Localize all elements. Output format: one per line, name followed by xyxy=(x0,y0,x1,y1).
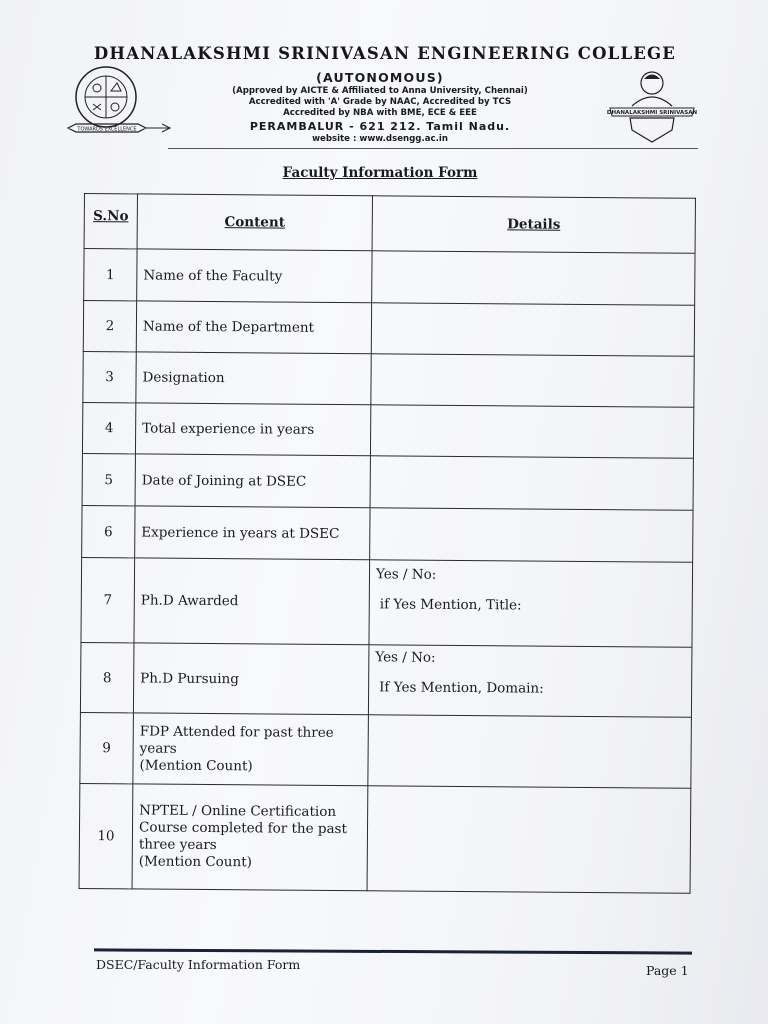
row-number: 4 xyxy=(82,402,135,453)
header-content: Content xyxy=(137,194,372,251)
college-emblem-logo xyxy=(66,62,176,142)
domain-prompt: If Yes Mention, Domain: xyxy=(379,679,544,697)
header-details: Details xyxy=(372,196,695,254)
details-field-phd-awarded[interactable] xyxy=(369,560,693,648)
row-number: 10 xyxy=(79,783,133,888)
college-details xyxy=(175,70,585,145)
approval-line: (Approved by AICTE & Affiliated to Anna University, Chennai) xyxy=(232,86,528,96)
row-content: Experience in years at DSEC xyxy=(135,506,370,560)
table-row xyxy=(84,249,695,306)
footer-divider xyxy=(94,948,692,954)
row-content: Designation xyxy=(136,352,371,405)
row-content: Ph.D Awarded xyxy=(134,558,370,645)
page-number: Page 1 xyxy=(646,963,689,978)
college-website: website : www.dsengg.ac.in xyxy=(312,134,448,144)
row-content: NPTEL / Online Certification Course completed for the past three years (Mention Count) xyxy=(132,784,368,891)
table-row xyxy=(82,402,693,458)
details-field-total-experience[interactable] xyxy=(370,405,693,459)
row-content: Name of the Department xyxy=(136,301,371,354)
right-logo-text: DHANALAKSHMI SRINIVASAN xyxy=(606,110,698,116)
row-content: Name of the Faculty xyxy=(137,249,372,303)
row-number: 2 xyxy=(83,301,136,352)
naac-accreditation-line: Accredited with 'A' Grade by NAAC, Accredited by TCS xyxy=(248,97,512,107)
row-number: 3 xyxy=(83,351,136,402)
details-field-date-of-joining[interactable] xyxy=(370,456,693,511)
row-number: 9 xyxy=(80,712,134,783)
row-number: 1 xyxy=(84,249,137,301)
college-address: PERAMBALUR - 621 212. Tamil Nadu. xyxy=(249,120,511,133)
details-field-fdp-count[interactable] xyxy=(368,715,692,789)
founder-portrait-logo xyxy=(606,66,698,146)
autonomous-label: (AUTONOMOUS) xyxy=(316,70,444,85)
details-field-designation[interactable] xyxy=(371,354,694,408)
table-row xyxy=(83,351,694,407)
details-field-phd-pursuing[interactable] xyxy=(368,645,692,718)
table-row xyxy=(80,712,692,788)
details-field-department[interactable] xyxy=(371,303,694,357)
row-number: 5 xyxy=(82,453,135,505)
faculty-information-table xyxy=(79,193,696,894)
row-content: Total experience in years xyxy=(135,403,370,456)
row-number: 8 xyxy=(80,642,134,712)
table-row xyxy=(82,453,693,510)
table-row xyxy=(82,505,693,562)
table-row xyxy=(83,301,694,357)
table-row xyxy=(81,557,693,647)
table-header-row xyxy=(84,194,695,254)
row-content: Ph.D Pursuing xyxy=(133,643,369,715)
header-sno: S.No xyxy=(84,194,137,249)
nba-accreditation-line: Accredited by NBA with BME, ECE & EEE xyxy=(283,108,477,118)
details-field-faculty-name[interactable] xyxy=(372,251,695,306)
table-row xyxy=(80,642,692,717)
table-row xyxy=(79,783,691,893)
row-content: FDP Attended for past three years (Mention Count) xyxy=(133,713,369,786)
form-title: Faculty Information Form xyxy=(282,165,478,181)
college-name: DHANALAKSHMI SRINIVASAN ENGINEERING COLLEGE xyxy=(93,44,677,63)
yes-no-prompt: Yes / No: xyxy=(375,649,436,666)
title-prompt: if Yes Mention, Title: xyxy=(379,596,522,614)
row-number: 6 xyxy=(82,505,135,557)
yes-no-prompt: Yes / No: xyxy=(375,566,437,583)
row-content: Date of Joining at DSEC xyxy=(135,454,370,508)
details-field-nptel-count[interactable] xyxy=(367,786,691,894)
emblem-motto-text: TOWARDS EXCELLENCE xyxy=(77,126,137,133)
footer-form-id: DSEC/Faculty Information Form xyxy=(96,957,301,972)
header-divider xyxy=(168,148,698,149)
details-field-dsec-experience[interactable] xyxy=(370,508,693,563)
row-number: 7 xyxy=(81,557,135,642)
